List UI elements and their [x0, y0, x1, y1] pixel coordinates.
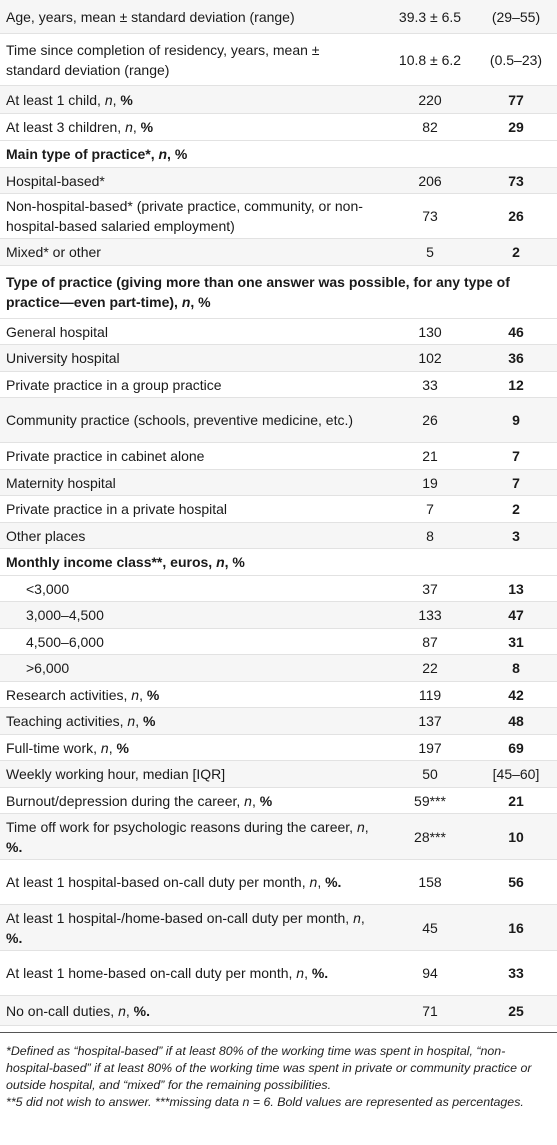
table-row [0, 860, 557, 905]
row-percent-value: 29 [508, 119, 524, 135]
row-percent-value: 9 [512, 412, 520, 428]
table-row [0, 788, 557, 814]
row-label: At least 1 hospital-/home-based on-call duty per month, n, %. [6, 909, 365, 946]
section-header-label: Monthly income class**, euros, n, % [6, 554, 245, 570]
row-label: Maternity hospital [6, 474, 116, 491]
row-label: 3,000–4,500 [26, 607, 104, 623]
row-count-value: 137 [418, 713, 442, 729]
row-count-value: 50 [422, 766, 438, 782]
row-count-value: 8 [426, 527, 434, 544]
row-count-value: 39.3 ± 6.5 [398, 8, 462, 25]
row-label: General hospital [6, 323, 108, 340]
table-row [0, 735, 557, 761]
row-label: Non-hospital-based* (private practice, community, or non-hospital-based salaried employment) [6, 198, 363, 234]
row-count-value: 7 [426, 501, 434, 517]
table-row [0, 708, 557, 735]
row-label: Private practice in cabinet alone [6, 448, 205, 464]
row-label: Full-time work, n, % [6, 739, 129, 756]
row-percent-value: 47 [508, 607, 524, 623]
row-label: Time off work for psychologic reasons during the career, n, %. [6, 818, 369, 855]
section-header-row [0, 549, 557, 576]
row-percent-value: 7 [512, 474, 520, 491]
row-count-value: 73 [422, 208, 438, 224]
row-label: At least 1 home-based on-call duty per month, n, %. [6, 965, 329, 981]
row-count-value: 37 [422, 580, 438, 597]
row-label: Private practice in a group practice [6, 376, 222, 393]
table-row [0, 34, 557, 86]
row-percent-value: (29–55) [491, 8, 541, 25]
row-label: Weekly working hour, median [IQR] [6, 766, 226, 782]
row-label: Burnout/depression during the career, n, % [6, 792, 273, 809]
row-count-value: 158 [418, 874, 442, 890]
row-label: Research activities, n, % [6, 686, 160, 703]
table-row [0, 905, 557, 951]
table-row [0, 168, 557, 194]
row-percent-value: 46 [508, 323, 524, 340]
table-row [0, 951, 557, 996]
table-row [0, 655, 557, 682]
row-percent-value: 73 [508, 172, 524, 189]
table-row [0, 86, 557, 114]
table-row [0, 470, 557, 496]
table-row [0, 602, 557, 629]
row-count-value: 71 [422, 1002, 438, 1019]
row-label: At least 1 hospital-based on-call duty per month, n, %. [6, 874, 342, 890]
section-header-label: Main type of practice*, n, % [6, 146, 188, 162]
row-count-value: 10.8 ± 6.2 [398, 51, 462, 68]
table-row [0, 194, 557, 239]
row-label: Age, years, mean ± standard deviation (range) [6, 8, 295, 25]
section-header-row [0, 266, 557, 319]
row-label: University hospital [6, 350, 120, 366]
footnote-definition: *Defined as “hospital-based” if at least 80% of the working time was spent in hospital, “non-hospital-based” if at least 80% of the working time was spent in private or community practice or outside hospital, and “mixed” for the remaining possibilities. [6, 1044, 532, 1092]
row-label: At least 3 children, n, % [6, 119, 154, 135]
row-count-value: 82 [422, 119, 438, 135]
table-row [0, 398, 557, 443]
row-count-value: 197 [418, 739, 442, 756]
row-count-value: 119 [418, 686, 442, 703]
row-label: 4,500–6,000 [26, 633, 104, 650]
row-percent-value: 2 [512, 244, 520, 260]
table-row [0, 496, 557, 523]
row-label: Teaching activities, n, % [6, 713, 156, 729]
table-row [0, 443, 557, 470]
table-row [0, 0, 557, 34]
row-percent-value: 48 [508, 713, 524, 729]
row-label: Other places [6, 527, 86, 544]
row-count-value: 133 [418, 607, 442, 623]
row-count-value: 87 [422, 633, 438, 650]
row-count-value: 33 [422, 376, 438, 393]
table-row [0, 239, 557, 266]
row-label: Time since completion of residency, years, mean ± standard deviation (range) [6, 41, 320, 78]
row-percent-value: [45–60] [492, 766, 540, 782]
row-percent-value: 3 [512, 527, 520, 544]
row-percent-value: 31 [508, 633, 524, 650]
row-label: <3,000 [26, 580, 70, 597]
row-percent-value: 42 [508, 686, 524, 703]
row-count-value: 26 [422, 412, 438, 428]
table-row [0, 996, 557, 1026]
section-header-label: Type of practice (giving more than one answer was possible, for any type of practice—even part-time), n, % [6, 274, 510, 310]
row-count-value: 21 [422, 448, 438, 464]
row-percent-value: 33 [508, 965, 524, 981]
table-row [0, 345, 557, 372]
row-percent-value: 10 [508, 828, 524, 845]
row-count-value: 102 [418, 350, 442, 366]
row-label: At least 1 child, n, % [6, 91, 133, 108]
row-count-value: 45 [422, 919, 438, 936]
table-row [0, 319, 557, 345]
row-count-value: 206 [418, 172, 442, 189]
row-percent-value: 77 [508, 91, 524, 108]
table-footnotes [0, 1032, 557, 1111]
row-count-value: 130 [418, 323, 442, 340]
row-percent-value: 26 [508, 208, 524, 224]
table-row [0, 682, 557, 708]
row-percent-value: 16 [508, 919, 524, 936]
footnote-missing-data: **5 did not wish to answer. ***missing data n = 6. Bold values are represented as percentages. [6, 1095, 524, 1109]
row-percent-value: 12 [508, 376, 524, 393]
row-label: Hospital-based* [6, 172, 105, 189]
row-count-value: 5 [426, 244, 434, 260]
row-percent-value: 7 [512, 448, 520, 464]
row-count-value: 19 [422, 474, 438, 491]
table-row [0, 114, 557, 141]
row-count-value: 28*** [414, 828, 446, 845]
table-row [0, 523, 557, 549]
row-label: Mixed* or other [6, 244, 101, 260]
row-percent-value: 25 [508, 1002, 524, 1019]
row-label: >6,000 [26, 660, 70, 676]
row-label: Community practice (schools, preventive medicine, etc.) [6, 412, 354, 428]
row-percent-value: 2 [512, 501, 520, 517]
row-percent-value: 21 [508, 792, 524, 809]
row-label: No on-call duties, n, %. [6, 1002, 150, 1019]
row-percent-value: 13 [508, 580, 524, 597]
table-row [0, 629, 557, 655]
section-header-row [0, 141, 557, 168]
table-row [0, 372, 557, 398]
row-percent-value: (0.5–23) [489, 51, 543, 68]
table-row [0, 576, 557, 602]
row-percent-value: 69 [508, 739, 524, 756]
row-percent-value: 56 [508, 874, 524, 890]
row-count-value: 59*** [414, 792, 446, 809]
row-label: Private practice in a private hospital [6, 501, 227, 517]
row-count-value: 220 [418, 91, 442, 108]
row-count-value: 94 [422, 965, 438, 981]
table-row [0, 814, 557, 860]
table-row [0, 761, 557, 788]
row-percent-value: 36 [508, 350, 524, 366]
row-count-value: 22 [422, 660, 438, 676]
row-percent-value: 8 [512, 660, 520, 676]
